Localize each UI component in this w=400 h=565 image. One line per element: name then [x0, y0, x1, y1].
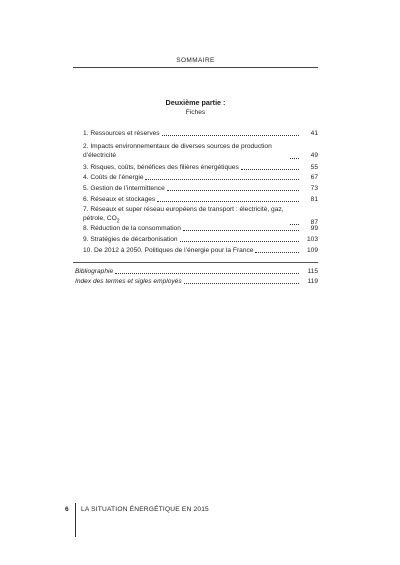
toc-entry-label: 10. De 2012 à 2050. Politiques de l’énergie pour la France: [83, 247, 254, 254]
leader-dots: [145, 178, 299, 180]
toc-entry-page: 87: [310, 218, 318, 226]
toc-entry-page: 41: [310, 130, 318, 137]
toc-entry-label: 6. Réseaux et stockages: [83, 196, 156, 203]
subscript-text: 2: [116, 218, 120, 225]
footer-page-number: 6: [65, 506, 69, 513]
toc-entry-label-text: 7. Réseaux et super réseau européens de transport : électricité, gaz, pétrole, CO: [83, 206, 284, 223]
toc-entry-label: 9. Stratégies de décarbonisation: [83, 236, 178, 243]
toc-entry-label: 2. Impacts environnementaux de diverses sources de production d’électricité: [83, 143, 272, 160]
toc-entry-label: 1. Ressources et réserves: [83, 130, 160, 137]
leader-dots: [162, 134, 299, 136]
running-header: SOMMAIRE: [176, 57, 215, 64]
leader-dots: [241, 168, 299, 170]
toc-entry-page: 49: [310, 152, 318, 160]
footer-divider: [75, 503, 76, 537]
toc-entry-page: 103: [306, 236, 318, 243]
toc-entry-label: 4. Coûts de l’énergie: [83, 174, 144, 181]
toc-entry-10[interactable]: [83, 246, 318, 255]
toc-entry-label: 8. Réduction de la consommation: [83, 225, 181, 232]
toc-entry-9[interactable]: [83, 235, 318, 244]
toc-entry-page: 81: [310, 196, 318, 203]
leader-dots: [157, 200, 299, 202]
toc-entry-4[interactable]: [83, 173, 318, 182]
toc-entry-page: 119: [307, 278, 318, 285]
leader-dots: [167, 189, 299, 191]
leader-dots: [115, 272, 299, 274]
toc-entry-index[interactable]: [75, 277, 318, 286]
leader-dots: [184, 282, 299, 284]
toc-entry-8[interactable]: [83, 224, 318, 233]
toc-entry-6[interactable]: [83, 195, 318, 204]
toc-entry-3[interactable]: [83, 163, 318, 172]
toc-entry-page: 55: [310, 164, 318, 171]
toc-entry-label: Index des termes et sigles employés: [75, 278, 182, 285]
toc-entry-label: Bibliographie: [75, 268, 114, 275]
leader-dots: [290, 157, 299, 159]
leader-dots: [183, 229, 299, 231]
toc-entry-1[interactable]: [83, 129, 318, 138]
toc-entry-page: 109: [306, 247, 318, 254]
toc-entry-page: 99: [310, 225, 318, 232]
toc-entry-bibliography[interactable]: [75, 267, 318, 276]
toc-entry-5[interactable]: [83, 184, 318, 193]
toc-entry-page: 73: [310, 185, 318, 192]
toc-entry-label: 5. Gestion de l’intermittence: [83, 185, 165, 192]
toc-entry-page: 67: [310, 174, 318, 181]
toc-entry-label: 3. Risques, coûts, bénéfices des filières énergétiques: [83, 164, 239, 171]
leader-dots: [180, 240, 299, 242]
footer-book-title: LA SITUATION ÉNERGÉTIQUE EN 2015: [81, 506, 209, 513]
part-subtitle: Fiches: [185, 109, 206, 116]
toc-entry-page: 115: [307, 268, 318, 275]
toc-entry-2[interactable]: [83, 142, 318, 161]
section-divider: [73, 262, 318, 263]
leader-dots: [255, 251, 299, 253]
part-title: Deuxième partie :: [165, 98, 226, 107]
